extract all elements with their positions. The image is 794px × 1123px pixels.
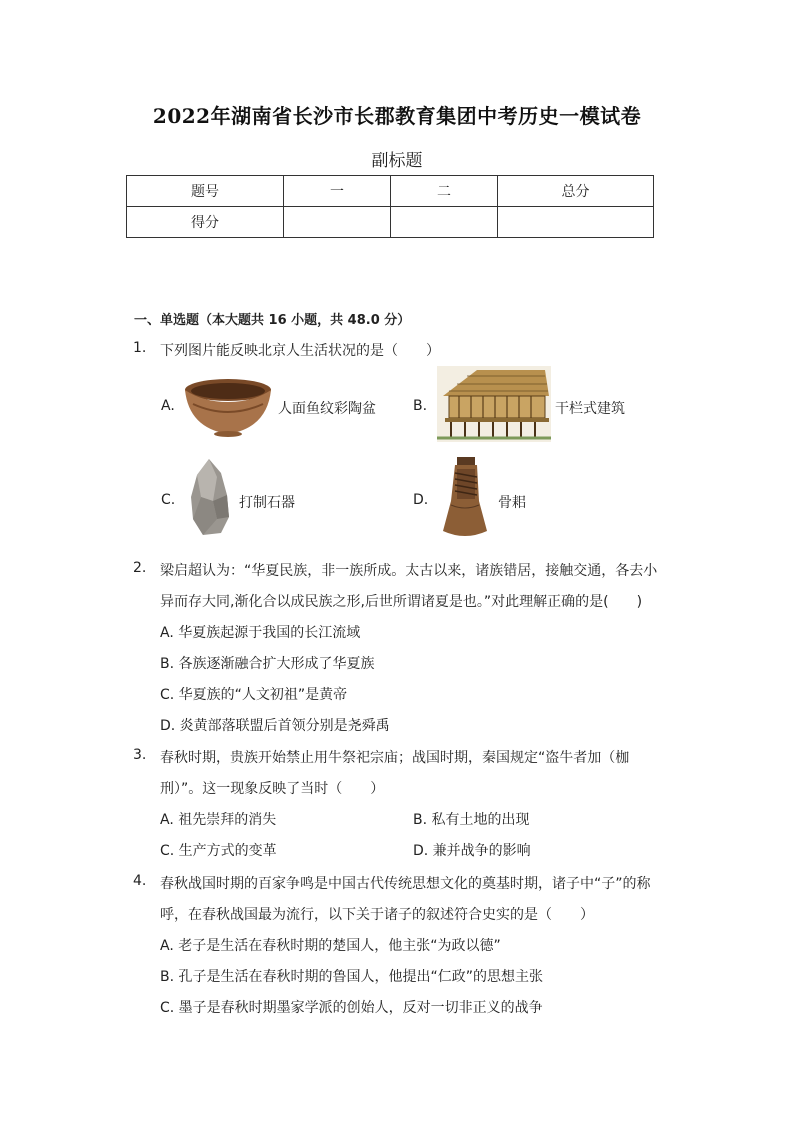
answer-option: A. 老子是生活在春秋时期的楚国人，他主张“为政以德” [160,938,501,954]
score-header-cell: 二 [391,176,498,207]
answer-option: B. 私有土地的出现 [413,812,530,828]
score-row-label: 得分 [127,207,284,238]
question-number: 4. [133,873,147,889]
question-number: 3. [133,747,147,763]
score-cell [498,207,654,238]
answer-option: D. 兼并战争的影响 [413,843,531,859]
score-cell [284,207,391,238]
option-caption: 打制石器 [239,495,295,511]
answer-option: C. 墨子是春秋时期墨家学派的创始人，反对一切非正义的战争 [160,1000,543,1016]
question-stem-line: 刑）”。这一现象反映了当时（ ） [160,781,385,797]
score-header-cell: 总分 [498,176,654,207]
score-table-row [127,207,654,238]
score-cell [391,207,498,238]
question-number: 2. [133,560,147,576]
question-stem-line: 春秋时期，贵族开始禁止用牛祭祀宗庙；战国时期，秦国规定“盗牛者加（枷 [160,750,630,766]
question-number: 1. [133,340,147,356]
question-stem-line: 呼，在春秋战国最为流行，以下关于诸子的叙述符合史实的是（ ） [160,907,594,923]
chipped-stone-tool-image [187,457,233,537]
answer-option: D. 炎黄部落联盟后首领分别是尧舜禹 [160,718,390,734]
question-stem-line: 梁启超认为：“华夏民族，非一族所成。太古以来，诸族错居，接触交通，各去小 [160,563,658,579]
answer-option: A. 华夏族起源于我国的长江流域 [160,625,361,641]
option-caption: 骨耜 [498,495,526,511]
score-table [126,175,654,238]
answer-option: C. 华夏族的“人文初祖”是黄帝 [160,687,348,703]
question-stem-line: 春秋战国时期的百家争鸣是中国古代传统思想文化的奠基时期，诸子中“子”的称 [160,876,651,892]
answer-option: B. 各族逐渐融合扩大形成了华夏族 [160,656,375,672]
painted-pottery-basin-image [183,376,273,438]
score-table-header-row [127,176,654,207]
exam-title: 2022年湖南省长沙市长郡教育集团中考历史一模试卷 [152,104,642,128]
question-stem: 下列图片能反映北京人生活状况的是（ ） [160,343,440,359]
bone-spade-image [441,455,489,541]
option-label: C. [161,492,176,508]
score-header-cell: 题号 [127,176,284,207]
section-heading: 一、单选题（本大题共 16 小题，共 48.0 分） [134,313,411,328]
score-header-cell: 一 [284,176,391,207]
option-label: D. [413,492,429,508]
answer-option: B. 孔子是生活在春秋时期的鲁国人，他提出“仁政”的思想主张 [160,969,544,985]
exam-subtitle: 副标题 [371,151,423,171]
answer-option: C. 生产方式的变革 [160,843,277,859]
option-label: B. [413,398,428,414]
stilt-house-image [437,366,551,442]
option-caption: 人面鱼纹彩陶盆 [278,401,376,417]
option-caption: 干栏式建筑 [555,401,625,417]
option-label: A. [161,398,175,414]
question-stem-line: 异而存大同,渐化合以成民族之形,后世所谓诸夏是也。”对此理解正确的是( ) [160,594,643,610]
answer-option: A. 祖先崇拜的消失 [160,812,277,828]
